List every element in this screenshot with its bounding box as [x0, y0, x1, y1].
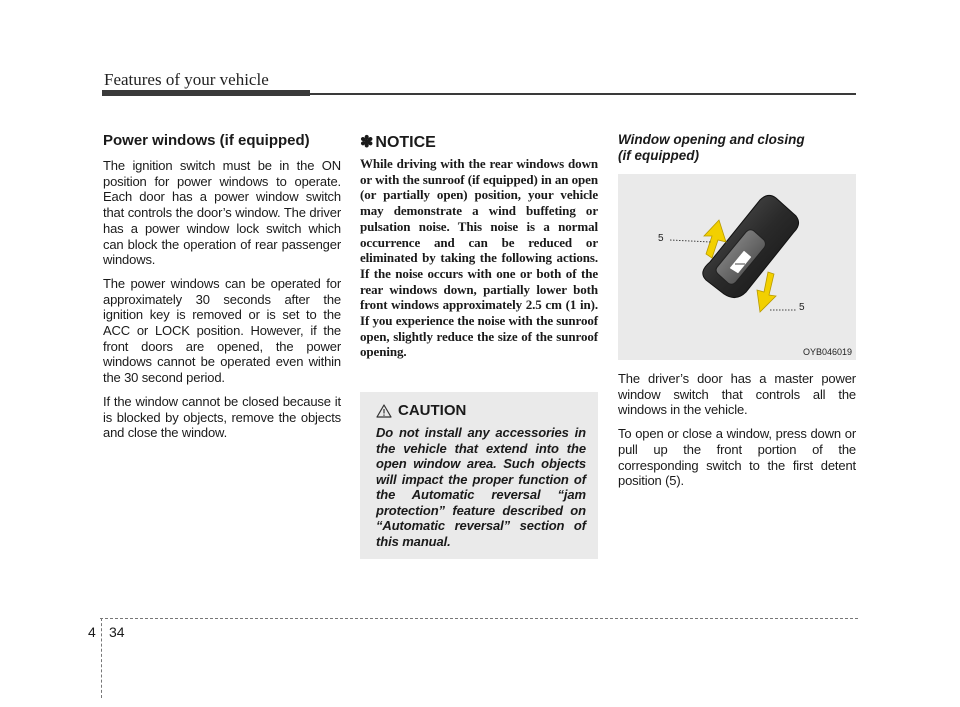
column-window-opening [618, 132, 856, 497]
column-power-windows [103, 132, 341, 449]
caution-heading-label: CAUTION [398, 402, 467, 419]
footer-vertical-rule [101, 618, 102, 698]
section-heading-line2: (if equipped) [618, 148, 699, 163]
caution-box [360, 392, 598, 559]
caution-heading [376, 402, 586, 419]
caution-text: Do not install any accessories in the vehicle that extend into the open window area. Such objects will impact the proper function of the Automatic reversal “jam protection” feature described on “Automatic reversal” section of this manual. [376, 425, 586, 549]
paragraph-30-seconds: The power windows can be operated for approximately 30 seconds after the ignition key is removed or is set to the ACC or LOCK position. However, if the front doors are opened, the power windows cannot be operated even within the 30 second period. [103, 275, 341, 386]
paragraph-blocked-window: If the window cannot be closed because it is blocked by objects, remove the objects and close the window. [103, 393, 341, 441]
header-rule-thick [102, 90, 310, 96]
paragraph-ignition: The ignition switch must be in the ON position for power windows to operate. Each door has a power window switch that controls the door’s window. The driver has a power window lock switch which can block the operation of rear passenger windows. [103, 158, 341, 268]
notice-heading [360, 132, 598, 152]
header-rule-thin [310, 93, 856, 95]
section-heading-line1: Window opening and closing [618, 132, 805, 147]
figure-code: OYB046019 [802, 347, 852, 357]
figure-label-top: 5 [658, 233, 664, 244]
paragraph-master-switch: The driver’s door has a master power window switch that controls all the windows in the vehicle. [618, 371, 856, 418]
notice-star-icon: ✽ [360, 134, 374, 151]
window-switch-illustration [618, 174, 856, 360]
warning-triangle-icon [376, 404, 392, 418]
paragraph-open-close: To open or close a window, press down or pull up the front portion of the corresponding switch to the first detent position (5). [618, 426, 856, 489]
footer-page-number: 34 [109, 624, 125, 640]
notice-heading-label: NOTICE [375, 134, 436, 151]
section-heading-window-opening [618, 132, 856, 164]
figure-label-bottom: 5 [799, 302, 805, 313]
page-header-title: Features of your vehicle [104, 70, 269, 89]
notice-text: While driving with the rear windows down or with the sunroof (if equipped) in an open (or partially open) position, your vehicle may demonstrate a wind buffeting or pulsation noise. This noise is a normal occurrence and can be reduced or eliminated by taking the following actions. If the noise occurs with one or both of the rear windows down, partially lower both front windows approximately 2.5 cm (1 in). If you experience the noise with the sunroof open, slightly reduce the size of the sunroof opening. [360, 156, 598, 360]
figure-window-switch [618, 174, 856, 360]
footer-chapter-number: 4 [88, 624, 96, 640]
column-notice [360, 132, 598, 360]
section-heading-power-windows: Power windows (if equipped) [103, 132, 310, 149]
footer-rule [100, 618, 858, 619]
